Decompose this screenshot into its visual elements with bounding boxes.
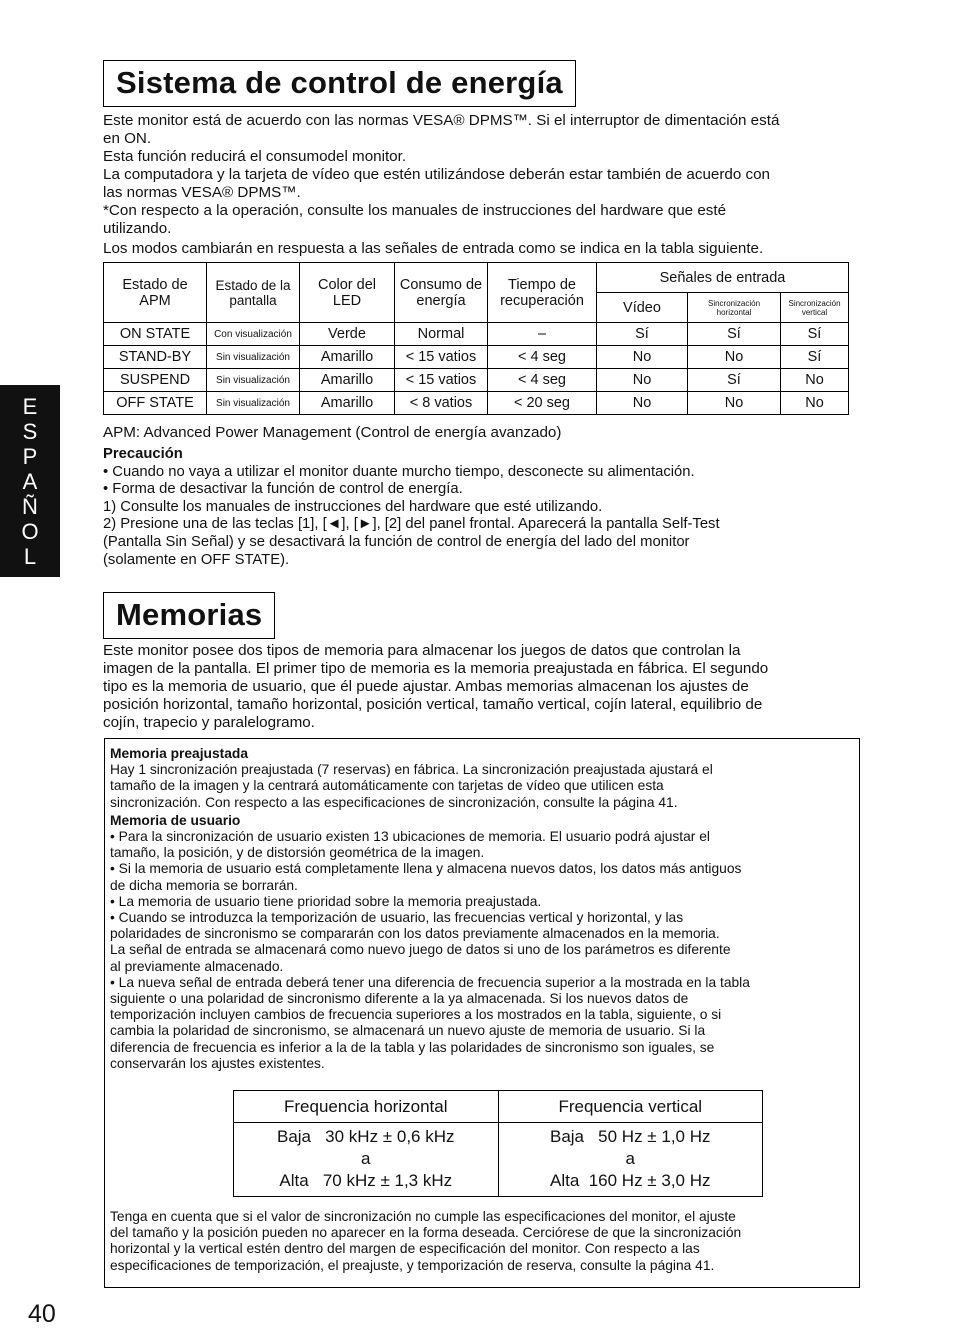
apm-table — [103, 262, 849, 415]
table-cell: OFF STATE — [104, 392, 207, 415]
table-cell: < 20 seg — [488, 392, 597, 415]
text-line: Este monitor posee dos tipos de memoria para almacenar los juegos de datos que controlan la — [103, 642, 741, 659]
section-title-memorias: Memorias — [103, 592, 275, 639]
frequency-table — [233, 1090, 763, 1197]
text-line: tamaño, la posición, y de distorsión geométrica de la imagen. — [110, 845, 485, 861]
table-cell: Amarillo — [300, 369, 395, 392]
table-row — [104, 346, 849, 369]
text-line: al previamente almacenado. — [110, 958, 284, 974]
col-senales: Señales de entrada — [597, 263, 849, 293]
text-line: • Si la memoria de usuario está completamente llena y almacena nuevos datos, los datos más antiguos — [110, 861, 742, 877]
text-line: La computadora y la tarjeta de vídeo que estén utilizándose deberán estar también de acuerdo con — [103, 166, 771, 183]
preset-title: Memoria preajustada — [110, 746, 249, 761]
side-tab-letter: P — [22, 443, 38, 469]
freq-value: a — [625, 1149, 635, 1168]
text-line: *Con respecto a la operación, consulte los manuales de instrucciones del hardware que esté — [103, 202, 727, 219]
col-tiempo: Tiempo de recuperación — [488, 263, 597, 323]
text-line: 2) Presione una de las teclas [1], [◄], [►], [2] del panel frontal. Aparecerá la pantalla Self-Test — [103, 516, 720, 533]
text-line: polaridades de sincronismo se compararán con los datos previamente almacenados en la memoria. — [110, 926, 720, 942]
col-estado-pantalla: Estado de la pantalla — [207, 263, 300, 323]
col-sinc-v: Sincronización vertical — [781, 293, 849, 323]
memory-box-text — [110, 746, 750, 1072]
table-cell: Verde — [300, 323, 395, 346]
section-title-energy: Sistema de control de energía — [103, 60, 576, 107]
text-line: especificaciones de temporización, el preajuste, y temporización de reserva, consulte la página 41. — [110, 1257, 715, 1273]
text-line: de dicha memoria se borrarán. — [110, 877, 298, 893]
table-cell: < 15 vatios — [395, 346, 488, 369]
page-number: 40 — [28, 1300, 56, 1328]
text-line: cojín, trapecio y paralelogramo. — [103, 714, 315, 731]
table-cell: < 4 seg — [488, 369, 597, 392]
col-color-led: Color del LED — [300, 263, 395, 323]
table-cell: No — [688, 392, 781, 415]
freq-v-values — [498, 1123, 763, 1197]
table-cell: < 4 seg — [488, 346, 597, 369]
table-cell: Amarillo — [300, 346, 395, 369]
memorias-intro — [103, 642, 768, 732]
freq-value: Alta 160 Hz ± 3,0 Hz — [549, 1171, 711, 1190]
text-line: en ON. — [103, 130, 152, 147]
text-line: temporización incluyen cambios de frecuencia superiores a los mostrados en la tabla, siguiente, o si — [110, 1007, 722, 1023]
precaucion-block — [103, 446, 720, 569]
table-cell: No — [781, 392, 849, 415]
table-cell: No — [597, 369, 688, 392]
text-line: Esta función reducirá el consumodel monitor. — [103, 148, 407, 165]
table-cell: Sin visualización — [207, 392, 300, 415]
freq-h-header: Frequencia horizontal — [234, 1091, 499, 1123]
table-cell: No — [781, 369, 849, 392]
freq-value: a — [361, 1149, 371, 1168]
text-line: (solamente en OFF STATE). — [103, 551, 290, 568]
user-title: Memoria de usuario — [110, 812, 241, 828]
table-cell: Sin visualización — [207, 369, 300, 392]
table-cell: Normal — [395, 323, 488, 346]
table-cell: – — [488, 323, 597, 346]
text-line: • La nueva señal de entrada deberá tener una diferencia de frecuencia superior a la mostrada en la tabla — [110, 974, 750, 990]
side-tab-letter: A — [22, 468, 38, 494]
table-cell: Sí — [688, 369, 781, 392]
text-line: • Cuando no vaya a utilizar el monitor duante murcho tiempo, desconecte su alimentación. — [103, 463, 695, 480]
table-cell: Sí — [597, 323, 688, 346]
text-line: utilizando. — [103, 220, 172, 237]
text-line: siguiente o una polaridad de sincronismo diferente a la ya almacenada. Si los nuevos datos de — [110, 991, 689, 1007]
text-line: Hay 1 sincronización preajustada (7 reservas) en fábrica. La sincronización preajustada ajustará el — [110, 762, 713, 778]
side-tab-letter: Ñ — [22, 493, 38, 519]
table-cell: ON STATE — [104, 323, 207, 346]
table-row — [104, 369, 849, 392]
table-row — [104, 392, 849, 415]
text-line: cambia la polaridad de sincronismo, se almacenará un nuevo ajuste de memoria de usuario. Si la — [110, 1023, 706, 1039]
table-cell: Sí — [781, 323, 849, 346]
table-cell: No — [688, 346, 781, 369]
text-line: posición horizontal, tamaño horizontal, posición vertical, tamaño vertical, cojín lateral, equilibrio de — [103, 696, 763, 713]
col-video: Vídeo — [597, 293, 688, 323]
energy-intro — [103, 112, 779, 238]
table-cell: No — [597, 392, 688, 415]
table-row — [104, 323, 849, 346]
language-side-tab — [0, 385, 60, 577]
text-line: conservarán los ajustes existentes. — [110, 1055, 325, 1071]
freq-v-header: Frequencia vertical — [498, 1091, 763, 1123]
col-sinc-h: Sincronización horizontal — [688, 293, 781, 323]
text-line: horizontal y la vertical estén dentro del margen de especificación del monitor. Con respecto a las — [110, 1241, 700, 1257]
text-line: Tenga en cuenta que si el valor de sincronización no cumple las especificaciones del monitor, el ajuste — [110, 1209, 736, 1224]
freq-value: Alta 70 kHz ± 1,3 kHz — [279, 1171, 453, 1190]
table-cell: SUSPEND — [104, 369, 207, 392]
table-cell: < 8 vatios — [395, 392, 488, 415]
freq-h-values — [234, 1123, 499, 1197]
text-line: diferencia de frecuencia es inferior a la de la tabla y las polaridades de sincronismo son iguales, se — [110, 1039, 715, 1055]
table-cell: No — [597, 346, 688, 369]
apm-note: APM: Advanced Power Management (Control de energía avanzado) — [103, 424, 562, 441]
side-tab-letter: O — [21, 518, 39, 544]
table-cell: Amarillo — [300, 392, 395, 415]
text-line: 1) Consulte los manuales de instrucciones del hardware que esté utilizando. — [103, 498, 603, 515]
text-line: • La memoria de usuario tiene prioridad sobre la memoria preajustada. — [110, 893, 542, 909]
table-cell: Sí — [781, 346, 849, 369]
sync-note — [110, 1209, 741, 1274]
text-line: sincronización. Con respecto a las especificaciones de sincronización, consulte la página 41. — [110, 794, 678, 810]
table-cell: < 15 vatios — [395, 369, 488, 392]
text-line: tipo es la memoria de usuario, que él puede ajustar. Ambas memorias almacenan los ajustes de — [103, 678, 749, 695]
text-line: (Pantalla Sin Señal) y se desactivará la función de control de energía del lado del monitor — [103, 533, 690, 550]
text-line: • Cuando se introduzca la temporización de usuario, las frecuencias vertical y horizontal, y las — [110, 910, 684, 926]
table-cell: STAND-BY — [104, 346, 207, 369]
text-line: las normas VESA® DPMS™. — [103, 184, 301, 201]
text-line: del tamaño y la posición pueden no aparecer en la forma deseada. Cerciórese de que la sincronización — [110, 1225, 742, 1241]
modes-line: Los modos cambiarán en respuesta a las señales de entrada como se indica en la tabla siguiente. — [103, 240, 764, 257]
freq-value: Baja 50 Hz ± 1,0 Hz — [549, 1127, 711, 1146]
text-line: • Para la sincronización de usuario existen 13 ubicaciones de memoria. El usuario podrá ajustar el — [110, 829, 710, 845]
precaucion-title: Precaución — [103, 446, 183, 462]
text-line: • Forma de desactivar la función de control de energía. — [103, 481, 463, 498]
freq-value: Baja 30 kHz ± 0,6 kHz — [276, 1127, 455, 1146]
side-tab-letter: E — [22, 393, 38, 419]
text-line: Este monitor está de acuerdo con las normas VESA® DPMS™. Si el interruptor de dimentación está — [103, 112, 780, 129]
table-cell: Con visualización — [207, 323, 300, 346]
side-tab-letter: L — [23, 543, 37, 569]
table-cell: Sin visualización — [207, 346, 300, 369]
text-line: tamaño de la imagen y la centrará automáticamente con tarjetas de vídeo que utilicen esta — [110, 778, 664, 794]
col-estado-apm: Estado de APM — [104, 263, 207, 323]
text-line: La señal de entrada se almacenará como nuevo juego de datos si uno de los parámetros es diferente — [110, 942, 731, 958]
col-consumo: Consumo de energía — [395, 263, 488, 323]
table-cell: Sí — [688, 323, 781, 346]
side-tab-letter: S — [22, 418, 38, 444]
text-line: imagen de la pantalla. El primer tipo de memoria es la memoria preajustada en fábrica. El segundo — [103, 660, 769, 677]
